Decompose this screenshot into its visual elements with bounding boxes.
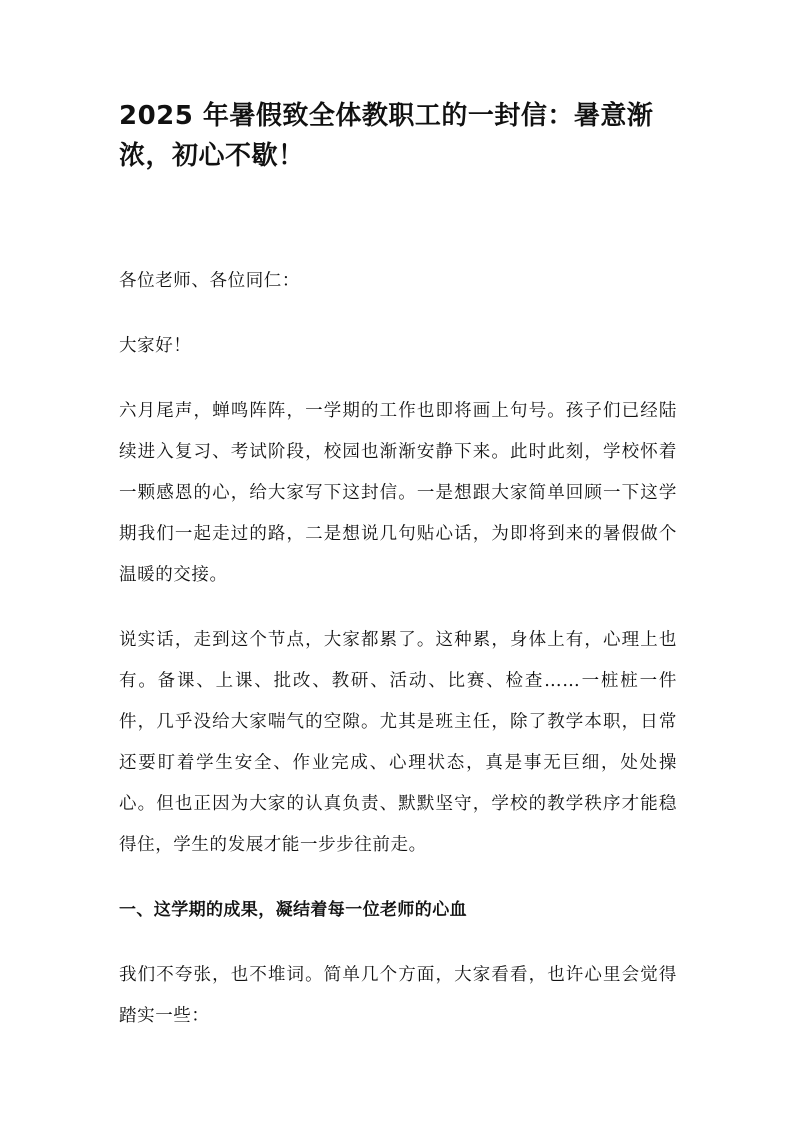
section-paragraph: 我们不夸张，也不堆词。简单几个方面，大家看看，也许心里会觉得踏实一些： — [119, 965, 677, 1026]
paragraph: 六月尾声，蝉鸣阵阵，一学期的工作也即将画上句号。孩子们已经陆续进入复习、考试阶段，校园也渐渐安静下来。此时此刻，学校怀着一颗感恩的心，给大家写下这封信。一是想跟大家简单回顾一下这学期我们一起走过的路，二是想说几句贴心话，为即将到来的暑假做个温暖的交接。 — [119, 401, 677, 585]
salutation: 各位老师、各位同仁： — [119, 271, 300, 291]
paragraph: 说实话，走到这个节点，大家都累了。这种累，身体上有，心理上也有。备课、上课、批改、教研、活动、比赛、检查……一桩桩一件件，几乎没给大家喘气的空隙。尤其是班主任，除了教学本职，日常还要盯着学生安全、作业完成、心理状态，真是事无巨细，处处操心。但也正因为大家的认真负责、默默坚守，学校的教学秩序才能稳得住，学生的发展才能一步步往前走。 — [119, 630, 677, 855]
document-title: 2025 年暑假致全体教职工的一封信：暑意渐浓，初心不歇！ — [119, 101, 654, 171]
document-page — [119, 96, 677, 1037]
section-heading: 一、这学期的成果，凝结着每一位老师的心血 — [119, 900, 467, 920]
greeting: 大家好！ — [119, 336, 192, 356]
